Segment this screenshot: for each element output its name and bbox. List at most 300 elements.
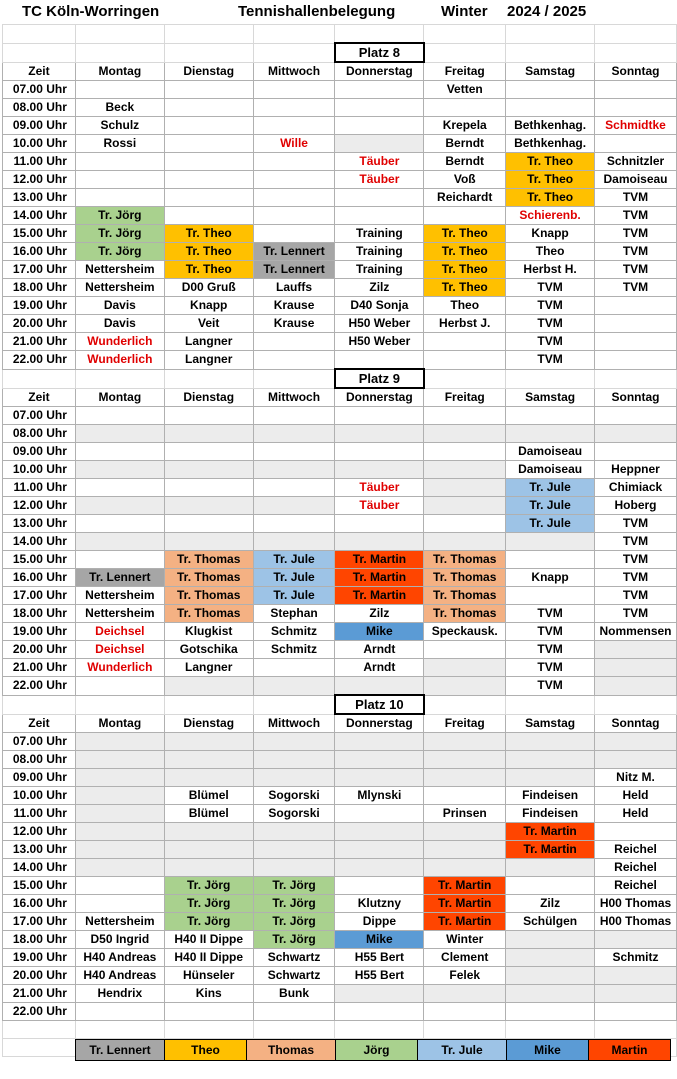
booking-cell [253, 81, 335, 99]
booking-cell: Training [335, 225, 424, 243]
time-slot-row [3, 823, 677, 841]
column-header: Freitag [424, 714, 506, 733]
time-cell: 13.00 Uhr [3, 515, 76, 533]
booking-cell: Mlynski [335, 787, 424, 805]
time-slot-row [3, 225, 677, 243]
booking-cell [506, 1003, 595, 1021]
time-cell: 09.00 Uhr [3, 769, 76, 787]
time-slot-row [3, 99, 677, 117]
booking-cell: Schierenb. [506, 207, 595, 225]
booking-cell: Heppner [595, 461, 677, 479]
spacer-cell [164, 43, 253, 62]
spacer-cell [3, 43, 76, 62]
booking-cell [506, 949, 595, 967]
spacer-cell [3, 369, 76, 388]
booking-cell: Bunk [253, 985, 335, 1003]
time-slot-row [3, 787, 677, 805]
booking-cell: Tr. Thomas [424, 551, 506, 569]
booking-cell: Berndt [424, 135, 506, 153]
booking-cell [253, 407, 335, 425]
booking-cell [595, 81, 677, 99]
booking-cell: Schmidtke [595, 117, 677, 135]
booking-cell [253, 515, 335, 533]
booking-cell [164, 677, 253, 696]
booking-cell: H00 Thomas [595, 895, 677, 913]
booking-cell [164, 443, 253, 461]
booking-cell [164, 497, 253, 515]
booking-cell: Schmitz [253, 623, 335, 641]
booking-cell [75, 479, 164, 497]
time-cell: 13.00 Uhr [3, 189, 76, 207]
time-slot-row [3, 733, 677, 751]
booking-cell: Hoberg [595, 497, 677, 515]
booking-cell: Sogorski [253, 787, 335, 805]
column-header: Dienstag [164, 388, 253, 407]
booking-cell: D00 Gruß [164, 279, 253, 297]
document-title: Tennishallenbelegung [238, 3, 396, 20]
booking-cell: Tr. Martin [335, 587, 424, 605]
time-cell: 07.00 Uhr [3, 81, 76, 99]
time-slot-row [3, 479, 677, 497]
booking-cell: Arndt [335, 641, 424, 659]
booking-cell: Wille [253, 135, 335, 153]
booking-cell: Stephan [253, 605, 335, 623]
booking-cell: TVM [595, 225, 677, 243]
booking-cell [506, 551, 595, 569]
booking-cell: Klugkist [164, 623, 253, 641]
time-cell: 21.00 Uhr [3, 985, 76, 1003]
booking-cell [253, 497, 335, 515]
booking-cell: Täuber [335, 479, 424, 497]
time-slot-row [3, 569, 677, 587]
booking-cell [506, 931, 595, 949]
booking-cell: Tr. Jörg [253, 877, 335, 895]
booking-cell: TVM [595, 515, 677, 533]
booking-cell: Tr. Jule [506, 479, 595, 497]
booking-cell [253, 677, 335, 696]
booking-cell [506, 587, 595, 605]
booking-cell: Felek [424, 967, 506, 985]
legend-item-mike: Mike [507, 1040, 589, 1060]
booking-cell [253, 479, 335, 497]
time-cell: 13.00 Uhr [3, 841, 76, 859]
booking-cell: TVM [506, 279, 595, 297]
booking-cell: Tr. Thomas [424, 605, 506, 623]
booking-cell: Nettersheim [75, 913, 164, 931]
booking-cell: TVM [506, 605, 595, 623]
booking-cell: Nettersheim [75, 605, 164, 623]
booking-cell: H00 Thomas [595, 913, 677, 931]
spacer-cell [253, 43, 335, 62]
booking-cell: Tr. Thomas [164, 587, 253, 605]
booking-cell [253, 859, 335, 877]
time-cell: 22.00 Uhr [3, 677, 76, 696]
booking-cell: Reichel [595, 841, 677, 859]
booking-cell: Gotschika [164, 641, 253, 659]
booking-cell [424, 659, 506, 677]
booking-cell [75, 461, 164, 479]
spacer-cell [424, 369, 506, 388]
booking-cell [164, 841, 253, 859]
booking-cell [424, 787, 506, 805]
time-cell: 16.00 Uhr [3, 895, 76, 913]
booking-cell: TVM [506, 659, 595, 677]
booking-cell [424, 859, 506, 877]
time-slot-row [3, 985, 677, 1003]
booking-cell [595, 297, 677, 315]
booking-cell: H50 Weber [335, 333, 424, 351]
time-cell: 20.00 Uhr [3, 315, 76, 333]
booking-cell: Tr. Jörg [75, 225, 164, 243]
booking-cell: Berndt [424, 153, 506, 171]
column-header-row [3, 62, 677, 81]
booking-cell: Tr. Jule [506, 497, 595, 515]
booking-cell: Arndt [335, 659, 424, 677]
column-header: Dienstag [164, 62, 253, 81]
time-cell: 17.00 Uhr [3, 587, 76, 605]
booking-cell: Tr. Jörg [253, 895, 335, 913]
booking-cell: Tr. Theo [506, 153, 595, 171]
legend-item-joerg: Jörg [336, 1040, 418, 1060]
booking-cell: TVM [506, 315, 595, 333]
booking-cell [253, 733, 335, 751]
booking-cell: Knapp [164, 297, 253, 315]
column-header-row [3, 714, 677, 733]
booking-cell [595, 135, 677, 153]
booking-cell [164, 189, 253, 207]
booking-cell: Tr. Jörg [164, 877, 253, 895]
booking-cell [424, 351, 506, 370]
booking-cell: Tr. Martin [335, 551, 424, 569]
court-title: Platz 10 [335, 695, 424, 714]
time-cell: 08.00 Uhr [3, 425, 76, 443]
booking-cell [506, 967, 595, 985]
booking-cell: Davis [75, 297, 164, 315]
booking-cell: Zilz [335, 605, 424, 623]
booking-cell: Tr. Martin [506, 823, 595, 841]
time-slot-row [3, 841, 677, 859]
booking-cell [164, 99, 253, 117]
booking-cell: Blümel [164, 805, 253, 823]
column-header: Dienstag [164, 714, 253, 733]
booking-cell [75, 1003, 164, 1021]
time-slot-row [3, 117, 677, 135]
booking-cell: TVM [595, 533, 677, 551]
booking-cell: Täuber [335, 497, 424, 515]
spacer-cell [595, 43, 677, 62]
time-cell: 17.00 Uhr [3, 913, 76, 931]
booking-cell [424, 823, 506, 841]
time-slot-row [3, 677, 677, 696]
spacer-cell [3, 1021, 76, 1039]
booking-cell: Tr. Jule [253, 569, 335, 587]
booking-cell: Nettersheim [75, 279, 164, 297]
booking-cell [595, 677, 677, 696]
booking-cell: Wunderlich [75, 659, 164, 677]
booking-cell: Knapp [506, 569, 595, 587]
court-schedule-table [2, 24, 677, 1057]
booking-cell: Tr. Martin [424, 913, 506, 931]
booking-cell: Nommensen [595, 623, 677, 641]
booking-cell [164, 859, 253, 877]
booking-cell [506, 99, 595, 117]
court-title: Platz 8 [335, 43, 424, 62]
time-slot-row [3, 443, 677, 461]
spacer-cell [595, 1021, 677, 1039]
booking-cell [424, 443, 506, 461]
court-title-row [3, 369, 677, 388]
time-slot-row [3, 805, 677, 823]
booking-cell [164, 425, 253, 443]
booking-cell: Tr. Jule [253, 551, 335, 569]
booking-cell [424, 333, 506, 351]
booking-cell [335, 117, 424, 135]
booking-cell [164, 751, 253, 769]
club-name: TC Köln-Worringen [22, 3, 160, 20]
booking-cell: TVM [506, 623, 595, 641]
booking-cell: Chimiack [595, 479, 677, 497]
time-cell: 17.00 Uhr [3, 261, 76, 279]
booking-cell [164, 135, 253, 153]
time-slot-row [3, 425, 677, 443]
booking-cell: H55 Bert [335, 967, 424, 985]
legend-item-martin: Martin [589, 1040, 670, 1060]
booking-cell [595, 333, 677, 351]
column-header: Donnerstag [335, 388, 424, 407]
time-cell: 08.00 Uhr [3, 751, 76, 769]
booking-cell: Schwartz [253, 967, 335, 985]
time-cell: 16.00 Uhr [3, 569, 76, 587]
booking-cell [335, 81, 424, 99]
booking-cell [424, 99, 506, 117]
time-cell: 21.00 Uhr [3, 333, 76, 351]
booking-cell: Klutzny [335, 895, 424, 913]
booking-cell: Sogorski [253, 805, 335, 823]
booking-cell [253, 153, 335, 171]
booking-cell [75, 877, 164, 895]
spacer-cell [595, 25, 677, 44]
booking-cell [595, 351, 677, 370]
time-slot-row [3, 81, 677, 99]
booking-cell [595, 1003, 677, 1021]
booking-cell [253, 1003, 335, 1021]
column-header: Sonntag [595, 388, 677, 407]
booking-cell [595, 425, 677, 443]
time-slot-row [3, 587, 677, 605]
booking-cell: Damoiseau [506, 443, 595, 461]
booking-cell: H40 Andreas [75, 949, 164, 967]
spacer-cell [164, 1021, 253, 1039]
time-cell: 19.00 Uhr [3, 297, 76, 315]
legend-item-lennert: Tr. Lennert [76, 1040, 165, 1060]
booking-cell [595, 931, 677, 949]
time-cell: 12.00 Uhr [3, 823, 76, 841]
booking-cell: TVM [595, 207, 677, 225]
column-header: Donnerstag [335, 714, 424, 733]
booking-cell: Nettersheim [75, 587, 164, 605]
booking-cell [335, 751, 424, 769]
booking-cell [164, 81, 253, 99]
column-header-row [3, 388, 677, 407]
booking-cell [75, 805, 164, 823]
spacer-cell [3, 695, 76, 714]
booking-cell [506, 407, 595, 425]
booking-cell [424, 641, 506, 659]
time-slot-row [3, 243, 677, 261]
booking-cell: Held [595, 787, 677, 805]
booking-cell [335, 425, 424, 443]
booking-cell: Mike [335, 931, 424, 949]
booking-cell [164, 461, 253, 479]
column-header: Montag [75, 714, 164, 733]
booking-cell [164, 1003, 253, 1021]
booking-cell: Krause [253, 297, 335, 315]
trainer-legend [75, 1039, 671, 1061]
court-title-row [3, 695, 677, 714]
booking-cell: Langner [164, 333, 253, 351]
time-cell: 11.00 Uhr [3, 479, 76, 497]
time-slot-row [3, 913, 677, 931]
time-slot-row [3, 877, 677, 895]
time-cell: 15.00 Uhr [3, 225, 76, 243]
booking-cell: Hünseler [164, 967, 253, 985]
column-header: Montag [75, 62, 164, 81]
booking-cell [164, 733, 253, 751]
booking-cell: Tr. Martin [335, 569, 424, 587]
booking-cell [164, 207, 253, 225]
booking-cell [335, 461, 424, 479]
booking-cell: Winter [424, 931, 506, 949]
booking-cell [424, 985, 506, 1003]
booking-cell: Veit [164, 315, 253, 333]
time-slot-row [3, 315, 677, 333]
booking-cell: Theo [424, 297, 506, 315]
time-cell: 14.00 Uhr [3, 533, 76, 551]
booking-cell: Training [335, 261, 424, 279]
legend-item-theo: Theo [165, 1040, 247, 1060]
time-slot-row [3, 135, 677, 153]
booking-cell [424, 751, 506, 769]
booking-cell [506, 533, 595, 551]
booking-cell [595, 99, 677, 117]
booking-cell: Tr. Jörg [164, 913, 253, 931]
time-slot-row [3, 171, 677, 189]
spacer-cell [506, 369, 595, 388]
time-slot-row [3, 769, 677, 787]
booking-cell [424, 461, 506, 479]
time-cell: 20.00 Uhr [3, 967, 76, 985]
booking-cell: Tr. Martin [424, 895, 506, 913]
booking-cell: Findeisen [506, 787, 595, 805]
time-cell: 18.00 Uhr [3, 279, 76, 297]
booking-cell [424, 497, 506, 515]
booking-cell [335, 407, 424, 425]
booking-cell [506, 769, 595, 787]
booking-cell: Langner [164, 659, 253, 677]
booking-cell: D40 Sonja [335, 297, 424, 315]
booking-cell: Knapp [506, 225, 595, 243]
booking-cell [595, 985, 677, 1003]
booking-cell: Findeisen [506, 805, 595, 823]
column-header: Donnerstag [335, 62, 424, 81]
booking-cell [424, 479, 506, 497]
booking-cell: Nitz M. [595, 769, 677, 787]
booking-cell: TVM [506, 297, 595, 315]
booking-cell: Tr. Theo [506, 171, 595, 189]
booking-cell: Krepela [424, 117, 506, 135]
booking-cell: Tr. Jörg [75, 207, 164, 225]
column-header: Samstag [506, 388, 595, 407]
booking-cell [335, 189, 424, 207]
time-slot-row [3, 533, 677, 551]
booking-cell [335, 841, 424, 859]
booking-cell: Schwartz [253, 949, 335, 967]
booking-cell [75, 407, 164, 425]
time-cell: 14.00 Uhr [3, 859, 76, 877]
spacer-row [3, 25, 677, 44]
time-cell: 18.00 Uhr [3, 931, 76, 949]
booking-cell [506, 751, 595, 769]
spacer-cell [595, 369, 677, 388]
time-slot-row [3, 333, 677, 351]
time-slot-row [3, 949, 677, 967]
booking-cell: TVM [506, 351, 595, 370]
booking-cell: Kins [164, 985, 253, 1003]
booking-cell [75, 751, 164, 769]
booking-cell [253, 333, 335, 351]
booking-cell: Training [335, 243, 424, 261]
booking-cell: Dippe [335, 913, 424, 931]
booking-cell [75, 769, 164, 787]
column-header: Montag [75, 388, 164, 407]
spacer-cell [3, 1039, 76, 1057]
season-label: Winter [441, 3, 488, 20]
booking-cell: Deichsel [75, 641, 164, 659]
time-slot-row [3, 931, 677, 949]
booking-cell: Langner [164, 351, 253, 370]
column-header: Zeit [3, 388, 76, 407]
legend-item-thomas: Thomas [247, 1040, 336, 1060]
time-slot-row [3, 623, 677, 641]
booking-cell: TVM [595, 605, 677, 623]
booking-cell: Tr. Theo [424, 225, 506, 243]
booking-cell [164, 479, 253, 497]
booking-cell [164, 117, 253, 135]
time-cell: 20.00 Uhr [3, 641, 76, 659]
column-header: Mittwoch [253, 62, 335, 81]
booking-cell: Tr. Martin [424, 877, 506, 895]
time-cell: 07.00 Uhr [3, 407, 76, 425]
booking-cell [424, 533, 506, 551]
booking-cell: TVM [595, 243, 677, 261]
booking-cell: TVM [506, 641, 595, 659]
booking-cell: Beck [75, 99, 164, 117]
booking-cell: TVM [595, 261, 677, 279]
booking-cell: Reichel [595, 877, 677, 895]
column-header: Samstag [506, 62, 595, 81]
booking-cell: Bethkenhag. [506, 117, 595, 135]
booking-cell: Tr. Theo [424, 261, 506, 279]
booking-cell [253, 117, 335, 135]
booking-cell: H55 Bert [335, 949, 424, 967]
column-header: Zeit [3, 62, 76, 81]
booking-cell: Clement [424, 949, 506, 967]
booking-cell: Tr. Theo [164, 261, 253, 279]
booking-cell [75, 189, 164, 207]
booking-cell [335, 985, 424, 1003]
booking-cell [75, 787, 164, 805]
booking-cell [595, 315, 677, 333]
